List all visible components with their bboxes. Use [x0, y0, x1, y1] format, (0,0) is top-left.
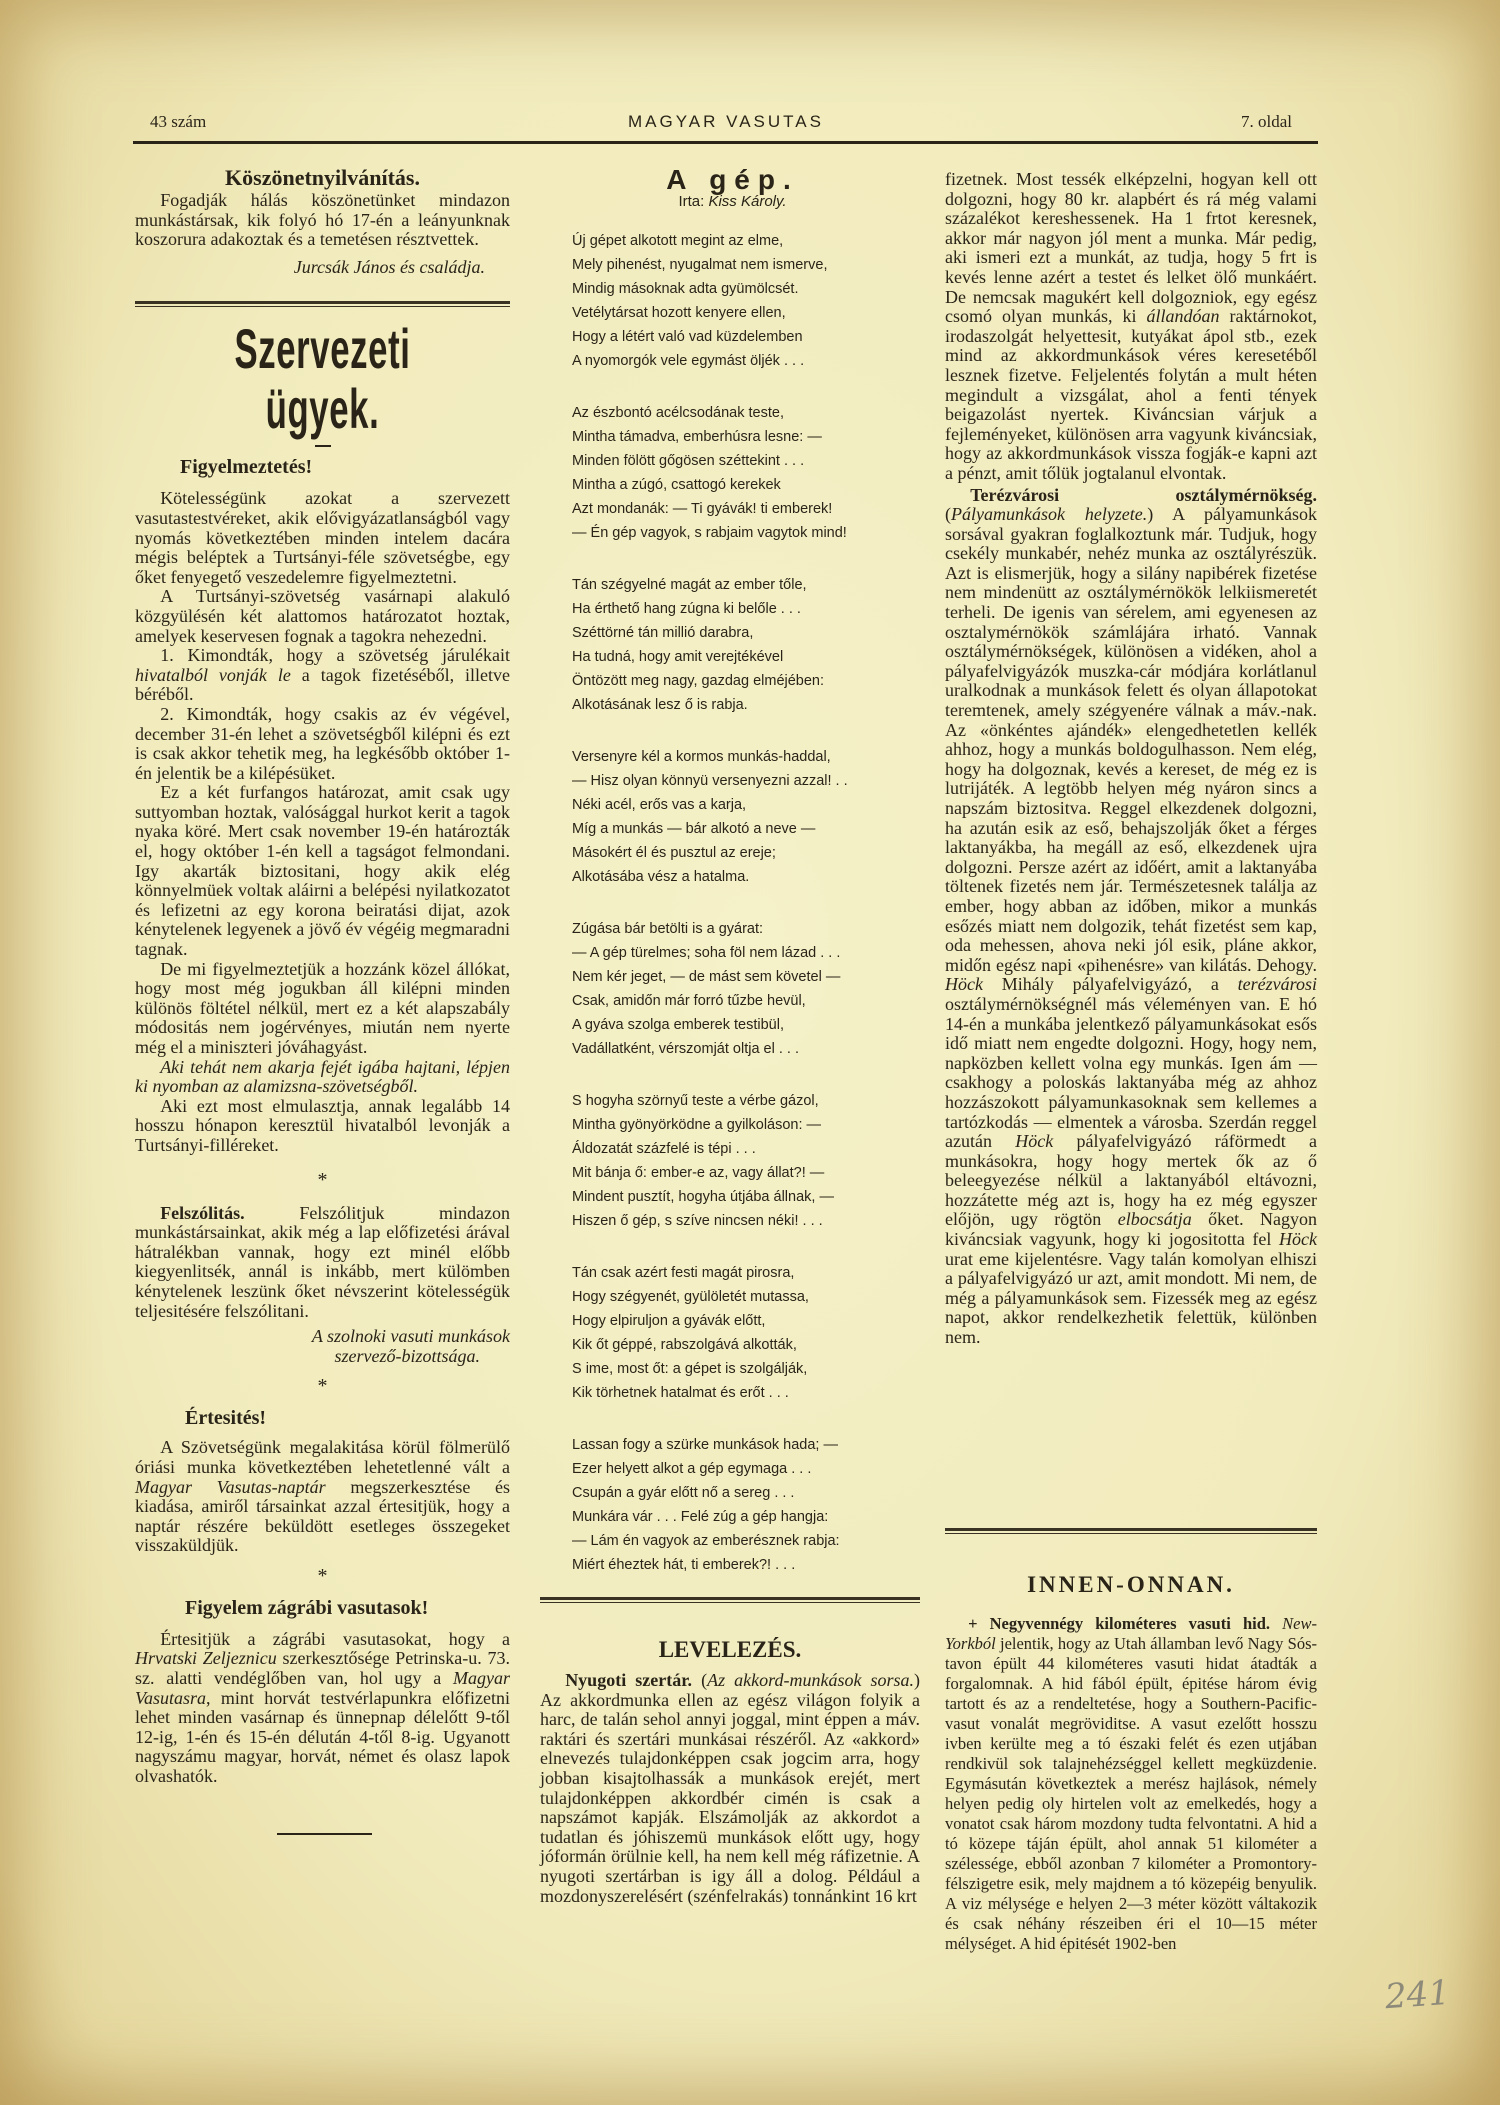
poem-line: — Lám én vagyok az emberésznek rabja: — [572, 1533, 840, 1550]
poem-stanza — [572, 1261, 920, 1405]
poem-line: Hogy elpiruljon a gyávák előtt, — [572, 1313, 766, 1330]
poem-line: Az észbontó acélcsodának teste, — [572, 405, 784, 422]
poem-line: Új gépet alkotott megint az elme, — [572, 233, 784, 250]
text-segment: Értesitjük a zágrábi vasutasokat, hogy a — [160, 1628, 510, 1649]
poem-line: Nem kér jeget, — de mást sem követel — — [572, 969, 841, 986]
poem-line: Lassan fogy a szürke munkások hada; — — [572, 1437, 838, 1454]
poem-stanza — [572, 1433, 920, 1577]
call-signature-2: szervező-bizottsága. — [334, 1345, 480, 1366]
poem-stanza — [572, 573, 920, 717]
text-segment: fizetnek. Most tessék elképzelni, hogyan kell ott dolgozni, hogy 80 kr. alapbért és rá még valami százalékot kereshessenek. Ha 1 frtot keresnek, akkor már nagyon jól ment a munka. Már pedig, aki ismeri ezt a munkát, az tudja, hogy 5 frt is kevés lenne azért a testet és lelket ölő munkáért. De nemcsak magukért kell dolgozniok, egy egész csomó olyan munkás, ki — [945, 169, 1317, 327]
italic-segment: elbocsátja — [1117, 1209, 1192, 1230]
poem-stanza — [572, 745, 920, 889]
poem-line: Mintha gyönyörködne a gyilkoláson: — — [572, 1117, 822, 1134]
terezvaros-body — [945, 486, 1317, 1348]
poem-line: Míg a munkás — bár alkotó a neve — — [572, 821, 816, 838]
text-segment: Kötelességünk azokat a szervezett vasutastestvéreket, akik elővigyázatlanságból vagy nyomás következtében minden intelem dacára mégis beléptek a Turtsányi-féle szövetségbe, egy őket fenyegető veszedelemre figyelmeztetni. — [135, 488, 510, 587]
poem-line: Mindent pusztít, hogyha útjába állnak, — — [572, 1189, 834, 1206]
text-segment — [1270, 1614, 1282, 1633]
dash-divider — [315, 445, 331, 447]
poem-line: Ha tudná, hogy amit verejtékével — [572, 649, 784, 666]
text-segment: megszerkesztése és kiadása, amiről társainkat azzal értesitjük, hogy a naptár részére beküldött esetleges összegeket visszaküldjük. — [135, 1476, 510, 1556]
paragraph — [135, 705, 510, 783]
paragraph — [135, 783, 510, 959]
poem-line: Hogy a létért való vad küzdelemben — [572, 329, 803, 346]
thanks-signature: Jurcsák János és családja. — [293, 256, 485, 277]
notice-title: Értesités! — [185, 1407, 267, 1430]
text-segment: Ez a két furfangos határozat, amit csak ugy suttyomban hoztak, valósággal hurkot kerit a tagok nyaka köré. Mert csak november 19-én határozták el, hogy október 1-én kell a tagságot felmondani. Igy akarták biztositani, hogy akik elég könnyelmüek voltak aláirni a belépési nyilatkozatot és lefizetni az egy korona beiratási dijat, azok kénytelenek legyenek a jövő év végéig megmaradni tagnak. — [135, 782, 510, 960]
italic-segment: Magyar Vasutas-naptár — [135, 1476, 326, 1497]
text-segment: De mi figyelmeztetjük a hozzánk közel állókat, hogy most még jogukban áll kilépni minden különös föltétel nélkül, mert ez a két alapszabály módositás nem jogérvényes, miután nem nyerte még el a miniszteri jóváhagyást. — [135, 958, 510, 1057]
text-segment: jelentik, hogy az Utah államban levő Nagy Sós-tavon épült 44 kilométeres vasuti hidat átadták a forgalomnak. A hid fából épült, épitése három évig tartott és az a rendeltetése, hogy a Southern-Pacific-vasut vonalát megröviditse. A vasut ezelőtt hosszu ivben kerülte meg a tó északi felét és ezen utjában rendkivül sok talajnehézséggel kellett megküzdenie. Egymásután következtek a merész hajlások, némely helyen pedig oly hirtelen volt az emelkedés, hogy a vonatot csak három mozdony tudta felvontatni. A hid a tó közepe táján épült, ahol annak 51 kilométer a szélessége, ebből azonban 7 kilométer a Promontory-félszigetre esik, mely majdnem a tó közepéig benyulik. A viz mélysége e helyen 2—3 méter között váltakozik és csak néhány részeiben éri el 10—15 méter mélységet. A hid épitését 1902-ben — [945, 1634, 1317, 1953]
header-rule — [133, 141, 1318, 144]
double-rule — [135, 301, 510, 307]
paragraph — [135, 587, 510, 646]
italic-segment: New-Yorkból — [945, 1614, 1317, 1653]
poem-line: Azt mondanák: — Ti gyávák! ti emberek! — [572, 501, 833, 518]
text-segment: , mint horvát testvérlapunkra előfizetni lehet minden vasárnap és ünnepnap délelőtt 9-től 12-ig, 1-én és 15-én délután 4-től 8-ig. Ugyanott nagyszámu magyar, horvát, német és olasz lapok olvashatók. — [135, 1687, 510, 1787]
poem-line: — Én gép vagyok, s rabjaim vagytok mind! — [572, 525, 847, 542]
paragraph — [135, 646, 510, 705]
text-segment: 1. Kimondták, hogy a szövetség járulékait — [160, 645, 510, 666]
warning-title: Figyelmeztetés! — [180, 456, 313, 479]
text-segment: ( — [692, 1670, 708, 1690]
poem-line: S hogyha szörnyű teste a vérbe gázol, — [572, 1093, 819, 1110]
zagreb-body — [135, 1630, 510, 1787]
text-segment: Fogadják hálás köszönetünket mindazon munkástársak, kik folyó hó 17-én a leányunknak koszorura adakoztak és a temetésen résztvettek. — [135, 190, 510, 250]
notice-body — [135, 1438, 510, 1556]
italic-segment: Magyar Vasutasra — [135, 1668, 510, 1708]
poem-body — [572, 229, 920, 1577]
poem-line: Vetélytársat hozott kenyere ellen, — [572, 305, 786, 322]
bold-segment: + Negyvennégy kilométeres vasuti hid. — [968, 1614, 1271, 1633]
poem-title: A gép. — [666, 164, 799, 195]
poem-line: Széttörné tán millió darabra, — [572, 625, 754, 642]
letters-title: LEVELEZÉS. — [658, 1637, 802, 1662]
poem-line: Áldozatát százfelé is tépi . . . — [572, 1141, 756, 1158]
poem-line: Tán szégyelné magát az ember tőle, — [572, 577, 807, 594]
poem-line: S ime, most őt: a gépet is szolgálják, — [572, 1361, 808, 1378]
text-segment: ( — [945, 504, 951, 525]
poem-line: Kik törhetnek hatalmat és erőt . . . — [572, 1385, 789, 1402]
poem-line: Mindig másoknak adta gyümölcsét. — [572, 281, 799, 298]
italic-segment: Hrvatski Zeljeznicu — [135, 1648, 277, 1669]
call-body — [135, 1204, 510, 1322]
double-rule — [945, 1528, 1317, 1534]
poem-line: Csak, amidőn már forró tűzbe hevül, — [572, 993, 806, 1010]
poem-line: Tán csak azért festi magát pirosra, — [572, 1265, 795, 1282]
letters-section — [540, 1597, 920, 1906]
italic-segment: Az akkord-munkások sorsa. — [707, 1670, 914, 1690]
text-segment: ) A pályamunkások sorsával gyakran foglalkoztunk már. Tudjuk, hogy csekély munkabér, nehéz munka az osztályrészük. Azt is elismerjük, hogy a silány napibérek fizetése nem mindenütt az osztálymérnökök lelkiismeretét terheli. De igenis van sérelem, ami egyenesen az osztalymérnökök számlájára irható. Vannak osztálymérnökségek, különösen a vidéken, ahol a pályafelvigyázók muszka-cár módjára korlátlanul uralkodnak a munkások felett és olyan állapotokat teremtenek, amely szégyenére válnak a máv.-nak. Az «önkéntes ajándék» elengedhetetlen kellék ahhoz, hogy a munkás boldogulhasson. Nem elég, hogy ha dolgoznak, kevés a kereset, de még ez is lutrijáték. A legtöbb helyen még nyáron sincs a napszám biztositva. Reggel elkezdenek dolgozni, ha azután esik az eső, behajszolják őket a férges laktanyákba, ha megáll az eső, elkezdenek ujra dolgozni. Persze azért az időért, amit a laktanyába töltenek fizetés nem jár. Természetesnek találja az ember, hogy abban az időben, mikor a munkás esőzés miatt nem dolgozik, tehát fizetést sem kap, oda mehessen, ahova neki jól esik, pláne akkor, midőn egész napi «pihenésre» van kilátás. Dehogy. — [945, 504, 1317, 975]
poem-line: Csupán a gyár előtt nő a sereg . . . — [572, 1485, 795, 1502]
italic-segment: Aki tehát nem akarja fejét igába hajtani, lépjen ki nyomban az alamizsna-szövetségből. — [135, 1056, 510, 1097]
poem-byline — [545, 192, 920, 212]
handwritten-page-number: 241 — [1383, 1972, 1452, 2018]
text-segment: raktárnokot, irodaszolgát helyettesit, kutyákat ápol stb., ezek mind az akkordmunkások véres keresetéből lesznek fizetve. Feljelentés folytán a mult héten megindult a vizsgálat, ahol a fenti tények beigazolást nyertek. Kiváncsian várjuk a fejleményeket, különösen arra vagyunk kiváncsiak, hogy az akkordmunkások vissza fogják-e kapni azt a pénzt, amit tőlük jogtalanul elvontak. — [945, 306, 1318, 483]
italic-segment: Pályamunkások helyzete. — [951, 504, 1148, 525]
text-segment: szerkesztősége Petrinska-u. 73. sz. alatti vendéglőben van, hol ugy a — [135, 1648, 510, 1689]
poem-line: — A gép türelmes; soha föl nem lázad . . . — [572, 945, 841, 962]
poem-line: Mit bánja ő: ember-e az, vagy állat?! — — [572, 1165, 825, 1182]
italic-segment: Höck — [945, 974, 983, 995]
poem-line: Ezer helyett alkot a gép egymaga . . . — [572, 1461, 812, 1478]
bold-segment: Nyugoti szertár. — [565, 1670, 693, 1690]
italic-segment: állandóan — [1146, 306, 1220, 327]
poem-line: Hogy szégyenét, gyülöletét mutassa, — [572, 1289, 809, 1306]
paragraph — [135, 960, 510, 1058]
text-segment: A Szövetségünk megalakitása körül fölmerülő óriási munka következtében lehetetlenné vált a — [135, 1437, 510, 1477]
text-segment: Mihály pályafelvigyázó, a — [982, 974, 1238, 995]
byline-label: Irta: — [678, 192, 705, 210]
bold-segment: Felszólitás. — [160, 1202, 245, 1223]
newspaper-title: MAGYAR VASUTAS — [628, 112, 824, 131]
thanks-title: Köszönetnyilvánítás. — [225, 165, 420, 190]
poem-line: A gyáva szolga emberek testibül, — [572, 1017, 784, 1034]
poem-line: Kik őt géppé, rabszolgává alkották, — [572, 1337, 797, 1354]
text-segment: ) Az akkordmunka ellen az egész világon folyik a harc, de talán sehol annyi joggal, mint éppen a máv. raktári és szertári munkásai részéről. Az «akkord» elnevezés tulajdonképpen csak jogcim arra, hogy jobban kisajtolhassák a munkások erejét, mert tulajdonképpen akkordbér cimén is csak a napszámot kapják. Elszámolják az akkordot a tudatlan és jóhiszemü munkások előtt ugy, hogy jóformán örülnie kell, ha nem kell még ráfizetnie. A nyugoti szertárban is igy áll a dolog. Például a mozdonyszerelésért (szénfelrakás) tonnánkint 16 krt — [540, 1670, 920, 1906]
text-segment: pályafelvigyázó ráförmedt a munkásokra, hogy hogy mertek ők az ő beleegyezése nélkül a laktanyából eltávozni, hozzátette még azt is, hogy ha ez még egyszer előjön, ugy rögtön — [945, 1131, 1318, 1230]
italic-segment: hivatalból vonják le — [135, 664, 291, 685]
text-segment: Aki ezt most elmulasztja, annak legalább 14 hosszu hónapon keresztül hivatalból levonják a Turtsányi-filléreket. — [135, 1095, 510, 1155]
text-segment: A Turtsányi-szövetség vasárnapi alakuló közgyülésén két alattomos határozatot hoztak, amelyek keservesen fognak a tagokra nehezedni. — [135, 586, 510, 646]
asterisk-separator: * — [317, 1375, 328, 1398]
poem-line: A nyomorgók vele egymást öljék . . . — [572, 353, 805, 370]
poem-author: Kiss Károly. — [708, 192, 787, 210]
news-section — [945, 1528, 1317, 1954]
news-title: INNEN-ONNAN. — [1027, 1572, 1235, 1597]
running-header — [140, 112, 1312, 142]
paragraph — [135, 1097, 510, 1156]
bold-segment: Terézvárosi osztálymérnökség. — [970, 484, 1317, 505]
poem-line: Másokért él és pusztul az ereje; — [572, 845, 776, 862]
thanks-body — [135, 191, 510, 250]
poem-line: — Hisz olyan könnyü versenyezni azzal! . . — [572, 773, 848, 790]
news-body — [945, 1614, 1317, 1954]
text-segment: őket. Nagyon kiváncsiak vagyunk, hogy ki jogositotta fel — [945, 1209, 1317, 1250]
letters-continued — [945, 170, 1317, 484]
text-segment: urat eme kijelentésre. Vagy talán komolyan elhiszi a pályafelvigyázó ur azt, amit mondott. Mi nem, de még a pályamunkások sem. Fizessék meg az egész napot, akkor rendelkezhetik felettük, különben nem. — [945, 1248, 1317, 1348]
poem-line: Hiszen ő gép, s szíve nincsen néki! . . . — [572, 1213, 823, 1230]
section-title: Szervezeti ügyek. — [234, 317, 411, 441]
italic-segment: terézvárosi — [1237, 974, 1317, 995]
text-segment: 2. Kimondták, hogy csakis az év végével, december 31-én lehet a szövetségből kilépni és ezt is csak akkor tehetik meg, ha legkésőbb október 1-én jelentik be a kilépésüket. — [135, 703, 510, 783]
italic-segment: Höck — [1279, 1229, 1317, 1250]
poem-line: Mely pihenést, nyugalmat nem ismerve, — [572, 257, 828, 274]
poem-line: Alkotásába vész a hatalma. — [572, 869, 750, 886]
poem-line: Öntözött meg nagy, gazdag elméjében: — [572, 673, 825, 690]
text-segment: Felszólitjuk mindazon munkástársainkat, akik még a lap előfizetési árával hátralékban vannak, hogy ezt minél előbb kiegyenlitsék, annál is inkább, mert külömben kénytelenek leszünk őket névszerint kötelességük teljesitésére felszólitani. — [135, 1202, 510, 1321]
call-signature-1: A szolnoki vasuti munkások — [311, 1326, 510, 1347]
poem-stanza — [572, 229, 920, 373]
poem-line: Vadállatként, vérszomját oltja el . . . — [572, 1041, 800, 1058]
page-number: 7. oldal — [1241, 112, 1292, 131]
paragraph — [135, 1058, 510, 1097]
poem-line: Versenyre kél a kormos munkás-haddal, — [572, 749, 831, 766]
double-rule — [540, 1597, 920, 1603]
column-1 — [135, 165, 510, 1835]
poem-line: Ha érthető hang zúgna ki belőle . . . — [572, 601, 801, 618]
poem-stanza — [572, 917, 920, 1061]
poem-stanza — [572, 401, 920, 545]
text-segment: a tagok fizetéséből, illetve béréből. — [135, 664, 511, 705]
poem-line: Miért éheztek hát, ti emberek?! . . . — [572, 1557, 796, 1574]
column-2 — [545, 164, 920, 1605]
poem-line: Alkotásának lesz ő is rabja. — [572, 697, 748, 714]
text-segment: osztálymérnökségnél más véleményen van. E hó 14-én a munkába jelentkező pályamunkásokat esős idő miatt nem engedte dolgozni. Hogy, hogy nem, napközben kellett volna egy munkás. Igen ám — csakhogy a poloskás laktanyába még az ahhoz hozzászokott pályamunkasoknak sem kellemes a tartózkodás — elmentek a városba. Szerdán reggel azután — [945, 993, 1317, 1152]
poem-line: Minden fölött gőgösen széttekint . . . — [572, 453, 805, 470]
asterisk-separator: * — [317, 1168, 328, 1191]
column-3 — [945, 170, 1317, 1348]
italic-segment: Höck — [1015, 1131, 1054, 1152]
poem-line: Munkára vár . . . Felé zúg a gép hangja: — [572, 1509, 829, 1526]
poem-line: Mintha a zúgó, csattogó kerekek — [572, 477, 781, 494]
letters-body — [540, 1671, 920, 1906]
poem-line: Zúgása bár betölti is a gyárat: — [572, 921, 764, 938]
asterisk-separator: * — [317, 1564, 328, 1587]
poem-line: Néki acél, erős vas a karja, — [572, 797, 747, 814]
poem-line: Mintha támadva, emberhúsra lesne: — — [572, 429, 822, 446]
paragraph — [135, 489, 510, 587]
end-rule — [277, 1833, 372, 1835]
poem-stanza — [572, 1089, 920, 1233]
zagreb-title: Figyelem zágrábi vasutasok! — [185, 1596, 429, 1619]
issue-number: 43 szám — [150, 112, 207, 131]
